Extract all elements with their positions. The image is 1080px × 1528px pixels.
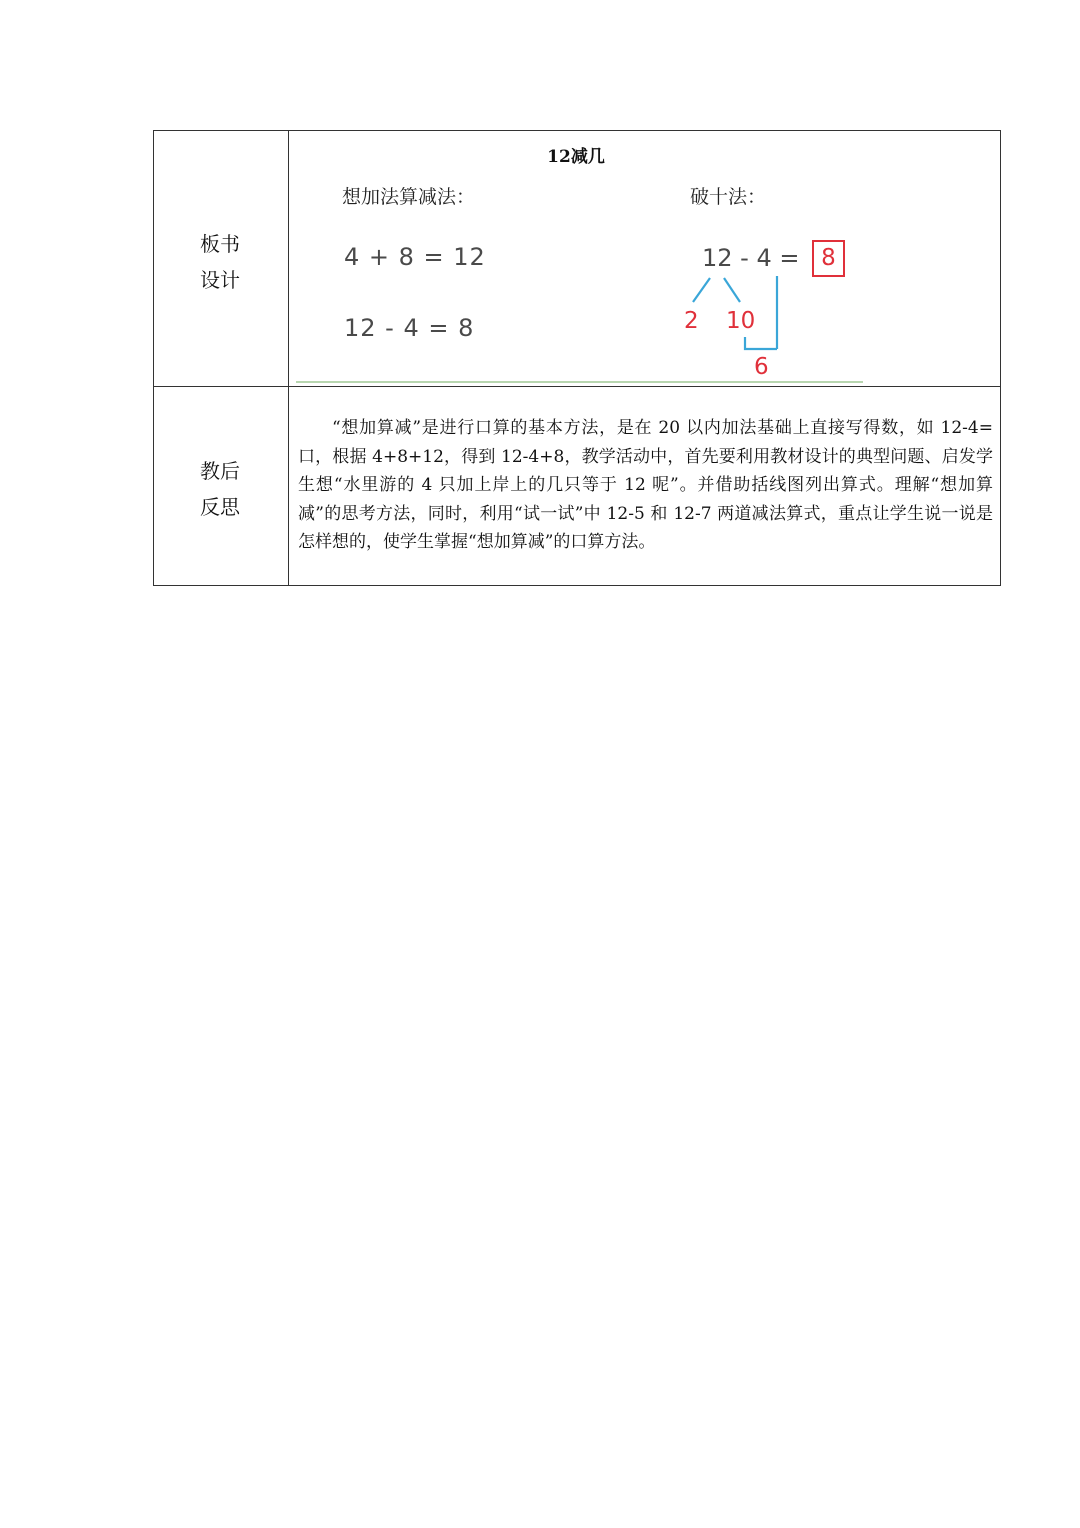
reflection-label bbox=[153, 453, 287, 525]
split-value-a: 2 bbox=[684, 308, 699, 334]
answer-box: 8 bbox=[812, 240, 845, 277]
break-ten-equation: 12 - 4 = bbox=[702, 244, 800, 272]
board-label-line1: 板书 bbox=[200, 232, 240, 256]
split-value-b: 10 bbox=[726, 308, 756, 334]
reflection-label-line1: 教后 bbox=[200, 459, 240, 483]
reflection-label-line2: 反思 bbox=[200, 495, 240, 519]
equation-subtraction: 12 - 4 = 8 bbox=[344, 314, 475, 342]
result-value: 6 bbox=[754, 354, 769, 380]
board-title: 12减几 bbox=[547, 147, 605, 167]
row-divider bbox=[153, 386, 1001, 387]
reflection-text: “想加算减”是进行口算的基本方法，是在 20 以内加法基础上直接写得数，如 12-4=口，根据 4+8+12，得到 12-4+8，教学活动中，首先要利用教材设计的典型问题、启发学生想“水里游的 4 只加上岸上的几只等于 12 呢”。并借助括线图列出算式。理解“想加算减”的思考方法，同时，利用“试一试”中 12-5 和 12-7 两道减法算式，重点让学生说一说是怎样想的，使学生掌握“想加算减”的口算方法。 bbox=[298, 418, 993, 553]
column-divider bbox=[288, 130, 289, 586]
method-left-heading: 想加法算减法： bbox=[342, 186, 476, 208]
board-label-line2: 设计 bbox=[200, 268, 240, 292]
method-right-heading: 破十法： bbox=[690, 186, 767, 208]
board-design-label bbox=[153, 226, 287, 298]
board-image-edge bbox=[296, 381, 863, 383]
equation-addition: 4 + 8 = 12 bbox=[344, 243, 486, 271]
